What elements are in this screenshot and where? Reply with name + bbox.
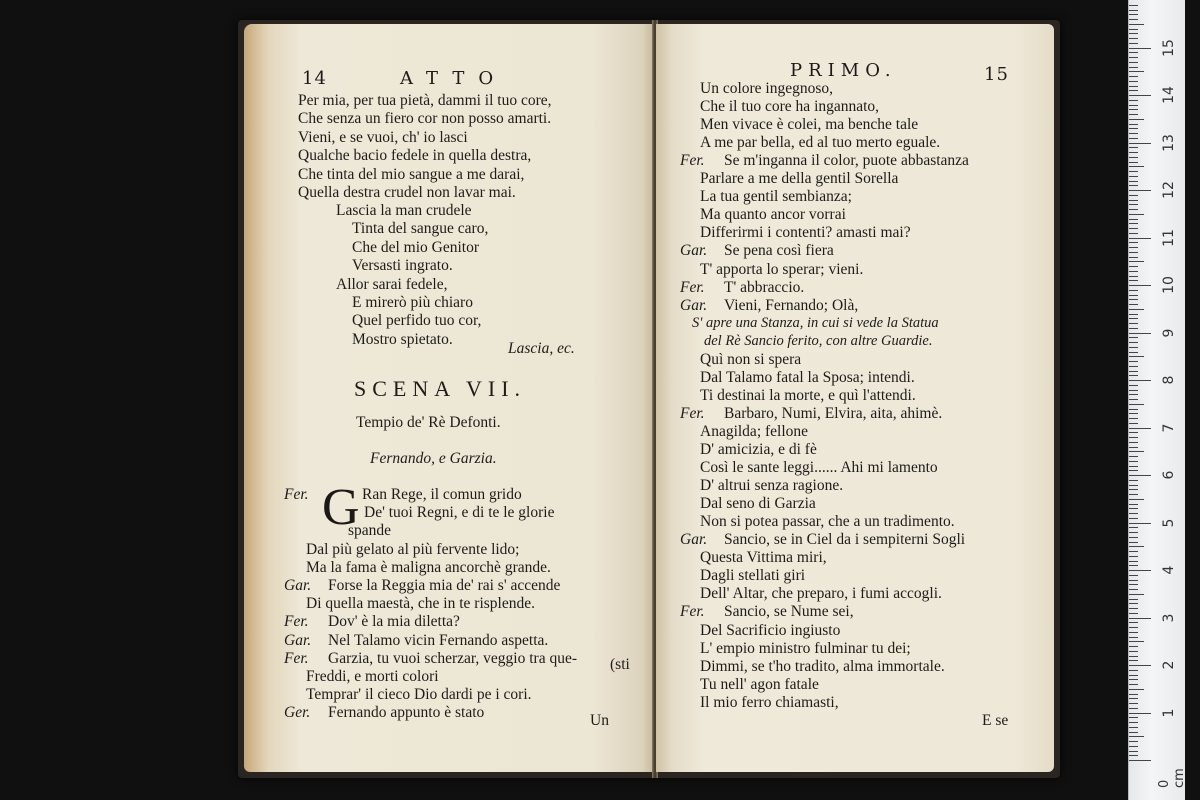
ruler-tick [1129, 62, 1138, 63]
ruler-tick [1129, 684, 1138, 685]
ruler-tick [1129, 580, 1138, 581]
ruler-tick [1129, 114, 1138, 115]
speaker-label: Ger. [284, 704, 311, 722]
aria-line: Quel perfido tuo cor, [352, 312, 482, 330]
ruler-tick [1129, 71, 1144, 72]
ruler-tick [1129, 138, 1138, 139]
ruler-tick [1129, 356, 1144, 357]
ruler-tick [1129, 717, 1138, 718]
dialogue-line: Sancio, se Nume sei, [724, 603, 854, 621]
ruler-tick [1129, 57, 1138, 58]
aria-line: E mirerò più chiaro [352, 294, 473, 311]
ruler-tick [1129, 352, 1138, 353]
ruler-tick [1129, 551, 1138, 552]
ruler-tick [1129, 409, 1138, 410]
ruler-tick [1129, 451, 1144, 452]
ruler-tick [1129, 627, 1138, 628]
stage-direction: S' apre una Stanza, in cui si vede la Statua [692, 314, 939, 331]
ruler-tick [1129, 494, 1138, 495]
ruler-number: 7 [1161, 423, 1177, 432]
ruler-tick [1129, 314, 1138, 315]
ruler-tick [1129, 504, 1138, 505]
ruler-tick [1129, 432, 1138, 433]
ruler-tick [1129, 29, 1138, 30]
scene-place: Tempio de' Rè Defonti. [356, 414, 501, 431]
drop-cap: G [322, 479, 360, 536]
speaker-label: Gar. [284, 631, 312, 649]
dialogue-line: Quì non si spera [700, 350, 802, 368]
ruler-tick [1129, 608, 1138, 609]
verse-line: Che tinta del mio sangue a me darai, [298, 165, 525, 183]
ruler-tick [1129, 651, 1138, 652]
ruler-tick [1129, 746, 1138, 747]
ruler-tick [1129, 660, 1138, 661]
ruler-tick [1129, 542, 1138, 543]
dialogue-line: Nel Talamo vicin Fernando aspetta. [328, 631, 549, 649]
dialogue-line: Ma quanto ancor vorrai [700, 206, 846, 224]
speaker-label: Gar. [680, 296, 708, 314]
ruler-tick [1129, 285, 1151, 286]
dialogue-line: Dell' Altar, che preparo, i fumi accogli. [700, 585, 942, 603]
ruler-tick [1129, 166, 1144, 167]
dialogue-line: Parlare a me della gentil Sorella [700, 170, 899, 188]
ruler-tick [1129, 19, 1138, 20]
dialogue-line: Ran Rege, il comun grido [362, 486, 522, 503]
dialogue-line: La tua gentil sembianza; [700, 188, 852, 206]
ruler-tick [1129, 33, 1138, 34]
dialogue-line: Dal Talamo fatal la Sposa; intendi. [700, 368, 915, 386]
aria-line: Allor sarai fedele, [336, 275, 448, 293]
dialogue-line: Dimmi, se t'ho tradito, alma immortale. [700, 657, 945, 675]
ruler-tick [1129, 95, 1151, 96]
ruler-tick [1129, 561, 1138, 562]
ruler-tick [1129, 565, 1138, 566]
left-catchword: Un [590, 712, 609, 729]
ruler-tick [1129, 760, 1151, 761]
ruler-tick [1129, 366, 1138, 367]
right-catchword: E se [982, 712, 1009, 729]
ruler-tick [1129, 423, 1138, 424]
ruler-tick [1129, 14, 1138, 15]
ruler-tick [1129, 271, 1138, 272]
ruler-tick [1129, 641, 1144, 642]
turnover-mark: (sti [610, 656, 630, 673]
open-book [238, 20, 1060, 778]
ruler-tick [1129, 90, 1138, 91]
ruler-tick [1129, 523, 1151, 524]
aria-line: Lascia la man crudele [336, 202, 472, 219]
speaker-label: Fer. [680, 152, 705, 170]
ruler-tick [1129, 100, 1138, 101]
verse-line: Qualche bacio fedele in quella destra, [298, 147, 532, 165]
dialogue-line: T' apporta lo sperar; vieni. [700, 260, 864, 278]
scene-title: SCENA VII. [354, 376, 527, 401]
dialogue-line: Temprar' il cieco Dio dardi pe i cori. [306, 686, 532, 704]
ruler-tick [1129, 399, 1138, 400]
ruler-tick [1129, 304, 1138, 305]
ruler-tick [1129, 185, 1138, 186]
ruler-tick [1129, 228, 1138, 229]
ruler-tick [1129, 337, 1138, 338]
ruler-number: 12 [1161, 181, 1177, 199]
ruler-tick [1129, 527, 1138, 528]
ruler-tick [1129, 722, 1138, 723]
stage-direction: del Rè Sancio ferito, con altre Guardie. [704, 332, 933, 349]
ruler-tick [1129, 67, 1138, 68]
scene-characters: Fernando, e Garzia. [370, 450, 497, 467]
ruler-tick [1129, 632, 1138, 633]
ruler-tick [1129, 622, 1138, 623]
ruler-number: 6 [1161, 470, 1177, 480]
ruler-tick [1129, 86, 1138, 87]
dialogue-line: L' empio ministro fulminar tu dei; [700, 639, 911, 657]
dialogue-line: Ti destinai la morte, e quì l'attendi. [700, 386, 916, 404]
ruler-unit: 0 cm [1157, 768, 1187, 788]
ruler-tick [1129, 380, 1151, 381]
dialogue-line: Dov' è la mia diletta? [328, 613, 460, 631]
dialogue-line: Che il tuo core ha ingannato, [700, 98, 880, 116]
ruler-tick [1129, 371, 1138, 372]
ruler-tick [1129, 190, 1151, 191]
ruler-tick [1129, 394, 1138, 395]
ruler-tick [1129, 418, 1138, 419]
ruler-tick [1129, 171, 1138, 172]
dialogue-line: D' altrui senza ragione. [700, 477, 844, 495]
ruler-tick [1129, 105, 1138, 106]
ruler-tick [1129, 195, 1138, 196]
ruler-tick [1129, 257, 1138, 258]
dialogue-line: D' amicizia, e di fè [700, 441, 817, 458]
ruler-tick [1129, 361, 1138, 362]
ruler-number: 14 [1161, 86, 1177, 104]
dialogue-line: Dal più gelato al più fervente lido; [306, 540, 520, 558]
ruler-tick [1129, 266, 1138, 267]
aria-line: Versasti ingrato. [352, 257, 453, 275]
ruler-tick [1129, 428, 1151, 429]
verse-line: Quella destra crudel non lavar mai. [298, 184, 516, 201]
dialogue-line: Vieni, Fernando; Olà, [724, 296, 859, 314]
ruler-tick [1129, 124, 1138, 125]
ruler-tick [1129, 181, 1138, 182]
dialogue-line: Così le sante leggi...... Ahi mi lamento [700, 459, 938, 477]
ruler-tick [1129, 485, 1138, 486]
speaker-label: Fer. [284, 613, 309, 631]
ruler-tick [1129, 5, 1138, 6]
ruler-tick [1129, 751, 1138, 752]
right-running-head: PRIMO. [790, 60, 897, 81]
ruler-tick [1129, 223, 1138, 224]
dialogue-line: T' abbraccio. [724, 278, 805, 296]
ruler-tick [1129, 276, 1138, 277]
ruler-tick [1129, 157, 1138, 158]
ruler-tick [1129, 466, 1138, 467]
dialogue-line: Il mio ferro chiamasti, [700, 693, 839, 711]
dialogue-line: A me par bella, ed al tuo merto eguale. [700, 134, 941, 152]
ruler-tick [1129, 147, 1138, 148]
speaker-label: Fer. [680, 603, 705, 621]
ruler-tick [1129, 475, 1151, 476]
ruler-tick [1129, 204, 1138, 205]
ruler-tick [1129, 518, 1138, 519]
right-page [656, 24, 1054, 772]
ruler-tick [1129, 499, 1144, 500]
aria-line: Mostro spietato. [352, 330, 453, 348]
ruler-tick [1129, 694, 1138, 695]
ruler-tick [1129, 698, 1138, 699]
right-page-number: 15 [984, 64, 1009, 85]
ruler-tick [1129, 442, 1138, 443]
left-page [244, 24, 654, 772]
ruler-number: 5 [1161, 518, 1177, 527]
ruler-tick [1129, 162, 1138, 163]
ruler-tick [1129, 43, 1138, 44]
dialogue-line: Men vivace è colei, ma benche tale [700, 116, 919, 134]
dialogue-line: Sancio, se in Ciel da i sempiterni Sogli [724, 531, 966, 549]
ruler-tick [1129, 385, 1138, 386]
ruler-tick [1129, 119, 1144, 120]
ruler-tick [1129, 24, 1144, 25]
ruler-tick [1129, 233, 1138, 234]
ruler-number: 9 [1161, 328, 1177, 337]
ruler-tick [1129, 584, 1138, 585]
verse-line: Che senza un fiero cor non posso amarti. [298, 110, 552, 128]
ruler-tick [1129, 713, 1151, 714]
ruler-tick [1129, 532, 1138, 533]
ruler-tick [1129, 299, 1138, 300]
ruler-number: 15 [1161, 38, 1177, 57]
ruler-tick [1129, 295, 1138, 296]
ruler-tick [1129, 589, 1138, 590]
speaker-label: Fer. [284, 486, 309, 503]
ruler-tick [1129, 703, 1138, 704]
ruler-tick [1129, 390, 1138, 391]
ruler-tick [1129, 318, 1138, 319]
ruler-tick [1129, 48, 1151, 49]
ruler-tick [1129, 109, 1138, 110]
dialogue-line: Non si potea passar, che a un tradimento. [700, 513, 955, 531]
ruler-tick [1129, 413, 1138, 414]
speaker-label: Gar. [680, 531, 708, 549]
ruler-tick [1129, 646, 1138, 647]
ruler-tick [1129, 575, 1138, 576]
dialogue-line: Barbaro, Numi, Elvira, aita, ahimè. [724, 404, 943, 422]
ruler-tick [1129, 10, 1138, 11]
ruler-tick [1129, 309, 1144, 310]
ruler-tick [1129, 214, 1144, 215]
dialogue-line: Differirmi i contenti? amasti mai? [700, 224, 911, 242]
ruler-tick [1129, 238, 1151, 239]
verse-line: Per mia, per tua pietà, dammi il tuo core, [298, 92, 552, 109]
ruler-tick [1129, 143, 1151, 144]
ruler-tick [1129, 252, 1138, 253]
dialogue-line: Un colore ingegnoso, [700, 80, 834, 97]
ruler-tick [1129, 128, 1138, 129]
ruler-tick [1129, 290, 1138, 291]
ruler-number: 8 [1161, 375, 1177, 385]
aria-line: Tinta del sangue caro, [352, 220, 489, 238]
ruler-tick [1129, 679, 1138, 680]
ruler-tick [1129, 670, 1138, 671]
ruler-tick [1129, 732, 1138, 733]
dialogue-line: Forse la Reggia mia de' rai s' accende [328, 577, 561, 594]
ruler-tick [1129, 242, 1138, 243]
ruler-number: 13 [1161, 133, 1177, 152]
measuring-ruler [1128, 0, 1185, 800]
ruler-tick [1129, 456, 1138, 457]
dialogue-line: Del Sacrificio ingiusto [700, 621, 841, 639]
ruler-tick [1129, 209, 1138, 210]
dialogue-line: Se m'inganna il color, puote abbastanza [724, 152, 969, 170]
ruler-number: 4 [1161, 565, 1177, 575]
ruler-tick [1129, 328, 1138, 329]
ruler-tick [1129, 508, 1138, 509]
ruler-tick [1129, 133, 1138, 134]
ruler-tick [1129, 280, 1138, 281]
ruler-tick [1129, 537, 1138, 538]
ruler-tick [1129, 637, 1138, 638]
dialogue-line: spande [348, 522, 392, 540]
ruler-tick [1129, 81, 1138, 82]
left-page-number: 14 [302, 68, 327, 89]
ruler-tick [1129, 755, 1138, 756]
ruler-tick [1129, 470, 1138, 471]
dialogue-line: Garzia, tu vuoi scherzar, veggio tra que- [328, 649, 577, 667]
ruler-tick [1129, 200, 1138, 201]
ruler-tick [1129, 447, 1138, 448]
ruler-tick [1129, 152, 1138, 153]
ruler-tick [1129, 247, 1138, 248]
da-capo: Lascia, ec. [508, 340, 575, 357]
speaker-label: Fer. [284, 649, 309, 667]
ruler-tick [1129, 480, 1138, 481]
ruler-tick [1129, 513, 1138, 514]
ruler-tick [1129, 342, 1138, 343]
speaker-label: Gar. [284, 577, 312, 594]
ruler-tick [1129, 176, 1138, 177]
ruler-tick [1129, 347, 1138, 348]
ruler-tick [1129, 261, 1144, 262]
speaker-label: Fer. [680, 404, 705, 422]
ruler-tick [1129, 323, 1138, 324]
ruler-tick [1129, 689, 1144, 690]
dialogue-line: Freddi, e morti colori [306, 668, 439, 685]
ruler-tick [1129, 594, 1144, 595]
ruler-tick [1129, 613, 1138, 614]
ruler-tick [1129, 603, 1138, 604]
ruler-tick [1129, 333, 1151, 334]
dialogue-line: Questa Vittima miri, [700, 549, 827, 567]
speaker-label: Gar. [680, 242, 708, 260]
ruler-tick [1129, 437, 1138, 438]
ruler-number: 2 [1161, 660, 1177, 670]
ruler-tick [1129, 219, 1138, 220]
ruler-tick [1129, 618, 1151, 619]
ruler-number: 11 [1161, 228, 1177, 247]
ruler-tick [1129, 570, 1151, 571]
ruler-tick [1129, 489, 1138, 490]
ruler-tick [1129, 52, 1138, 53]
ruler-tick [1129, 375, 1138, 376]
ruler-tick [1129, 727, 1138, 728]
ruler-tick [1129, 76, 1138, 77]
speaker-label: Fer. [680, 278, 705, 296]
dialogue-line: Tu nell' agon fatale [700, 675, 819, 693]
ruler-tick [1129, 599, 1138, 600]
ruler-tick [1129, 556, 1138, 557]
ruler-number: 3 [1161, 613, 1177, 622]
ruler-tick [1129, 665, 1151, 666]
ruler-tick [1129, 656, 1138, 657]
ruler-tick [1129, 708, 1138, 709]
ruler-tick [1129, 736, 1144, 737]
aria-line: Che del mio Genitor [352, 238, 479, 256]
ruler-number: 1 [1161, 708, 1177, 717]
dialogue-line: Dal seno di Garzia [700, 495, 816, 513]
ruler-tick [1129, 741, 1138, 742]
ruler-tick [1129, 461, 1138, 462]
dialogue-line: Se pena così fiera [724, 242, 834, 260]
ruler-number: 10 [1161, 276, 1177, 294]
ruler-tick [1129, 38, 1138, 39]
dialogue-line: Anagilda; fellone [700, 422, 809, 440]
verse-line: Vieni, e se vuoi, ch' io lasci [298, 128, 468, 146]
dialogue-line: De' tuoi Regni, e di te le glorie [364, 504, 555, 522]
left-running-head: ATTO [400, 68, 508, 89]
dialogue-line: Di quella maestà, che in te risplende. [306, 595, 535, 613]
dialogue-line: Ma la fama è maligna ancorchè grande. [306, 558, 551, 576]
ruler-tick [1129, 546, 1144, 547]
dialogue-line: Dagli stellati giri [700, 567, 806, 585]
dialogue-line: Fernando appunto è stato [328, 704, 485, 722]
ruler-tick [1129, 404, 1144, 405]
ruler-tick [1129, 675, 1138, 676]
